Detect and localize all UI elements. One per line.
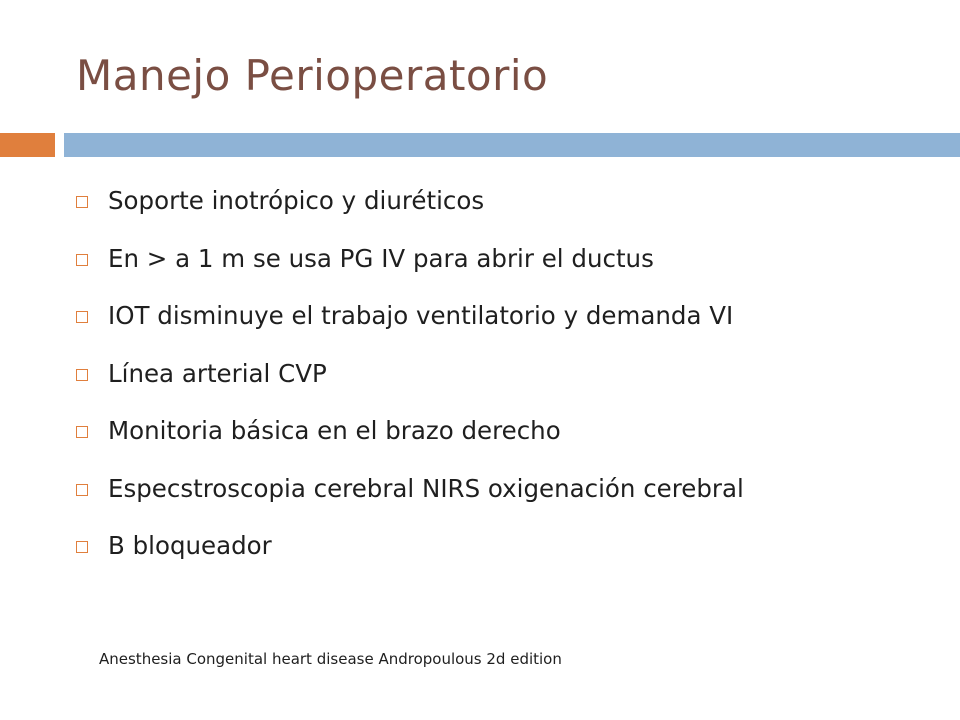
bullet-item [76, 172, 946, 230]
bullet-list [76, 172, 946, 575]
square-bullet-icon [76, 311, 88, 323]
citation: Anesthesia Congenital heart disease Andropoulous 2d edition [99, 650, 562, 668]
square-bullet-icon [76, 484, 88, 496]
slide-title: Manejo Perioperatorio [76, 51, 549, 100]
bullet-item [76, 460, 946, 518]
bullet-text: IOT disminuye el trabajo ventilatorio y demanda VI [108, 301, 734, 331]
bullet-item [76, 287, 946, 345]
accent-bar-orange [0, 133, 55, 157]
bullet-text: Línea arterial CVP [108, 358, 327, 388]
accent-bar-blue [64, 133, 960, 157]
bullet-item [76, 345, 946, 403]
bullet-text: Especstroscopia cerebral NIRS oxigenación cerebral [108, 473, 744, 503]
bullet-text: Soporte inotrópico y diuréticos [108, 186, 485, 216]
square-bullet-icon [76, 254, 88, 266]
square-bullet-icon [76, 196, 88, 208]
bullet-text: B bloqueador [108, 531, 272, 561]
bullet-item [76, 230, 946, 288]
square-bullet-icon [76, 426, 88, 438]
bullet-text: En > a 1 m se usa PG IV para abrir el ductus [108, 243, 654, 273]
bullet-item [76, 402, 946, 460]
bullet-item [76, 517, 946, 575]
bullet-text: Monitoria básica en el brazo derecho [108, 416, 561, 446]
square-bullet-icon [76, 541, 88, 553]
square-bullet-icon [76, 369, 88, 381]
